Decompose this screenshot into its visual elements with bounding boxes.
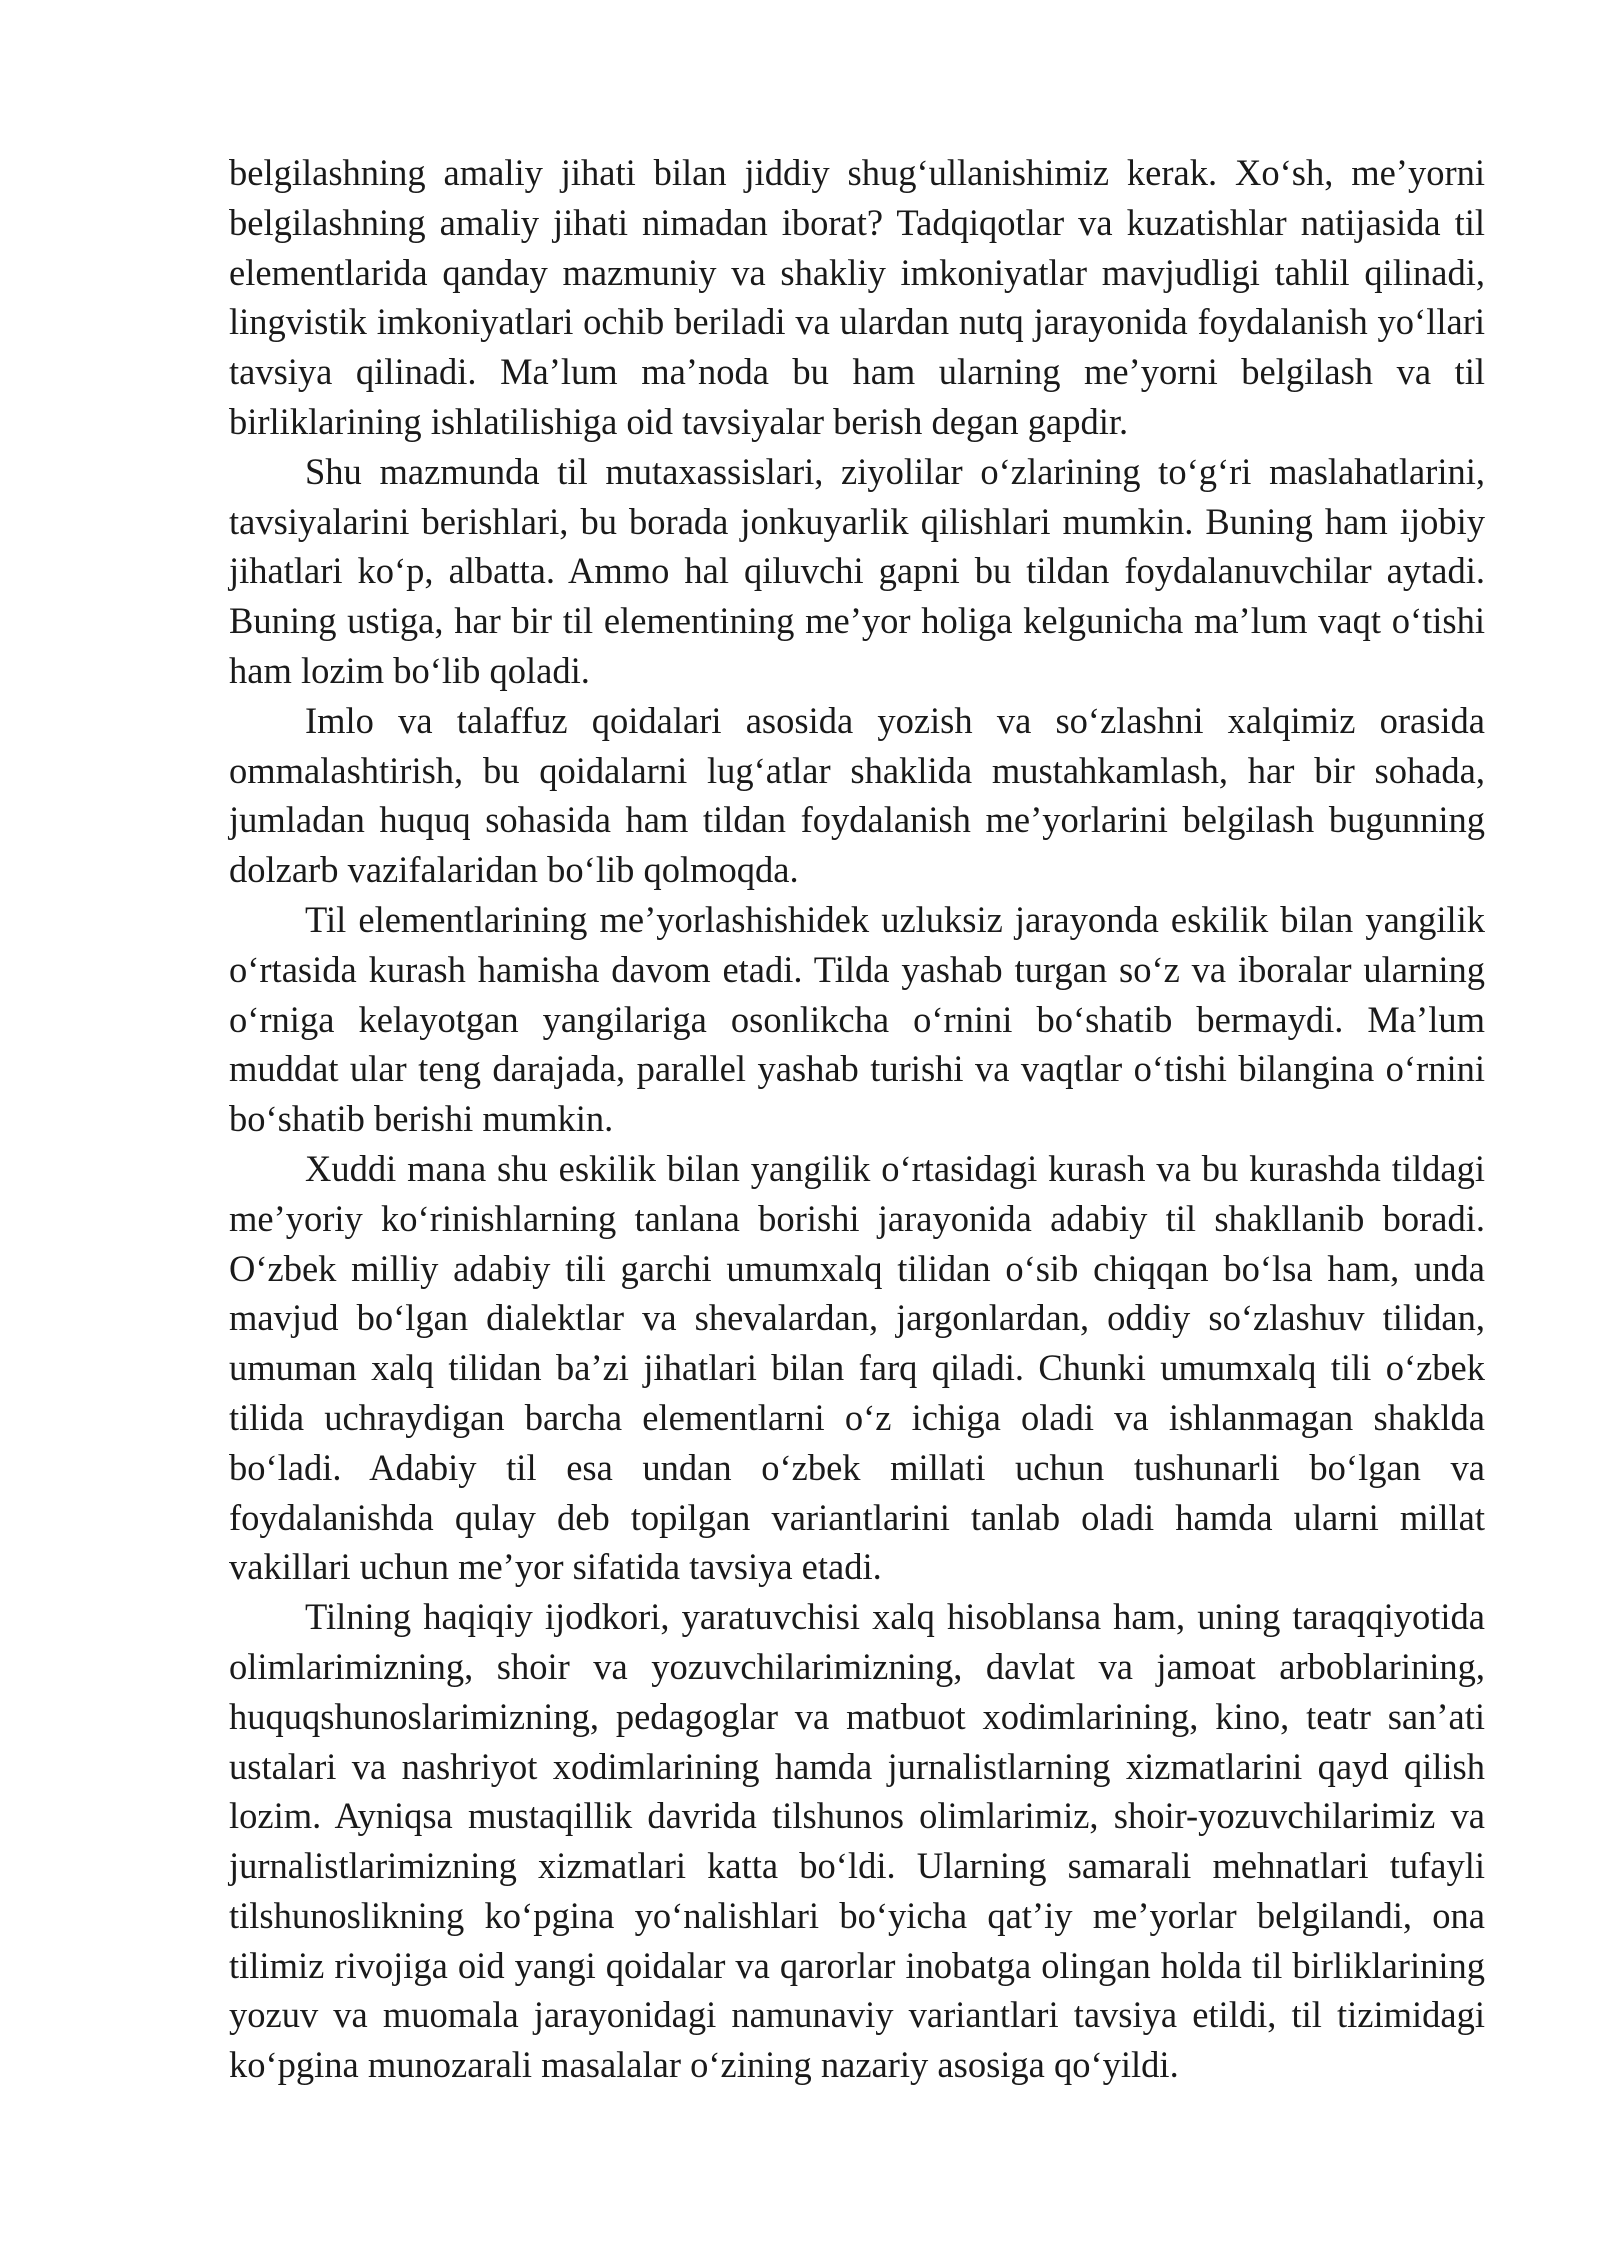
paragraph-3: Imlo va talaffuz qoidalari asosida yozish va so‘zlashni xalqimiz orasida ommalashtirish, bu qoidalarni lug‘atlar shaklida mustahkamlash, har bir sohada, jumladan huquq sohasida ham tildan foydalanish me’yorlarini belgilash bugunning dolzarb vazifalaridan bo‘lib qolmoqda. bbox=[229, 699, 1485, 891]
paragraph-2: Shu mazmunda til mutaxassislari, ziyolilar o‘zlarining to‘g‘ri maslahatlarini, tavsiyalarini berishlari, bu borada jonkuyarlik qilishlari mumkin. Buning ham ijobiy jihatlari ko‘p, albatta. Ammo hal qiluvchi gapni bu tildan foydalanuvchilar aytadi. Buning ustiga, har bir til elementining me’yor holiga kelgunicha ma’lum vaqt o‘tishi ham lozim bo‘lib qoladi. bbox=[229, 450, 1485, 691]
paragraph-5: Xuddi mana shu eskilik bilan yangilik o‘rtasidagi kurash va bu kurashda tildagi me’yoriy ko‘rinishlarning tanlana borishi jarayonida adabiy til shakllanib boradi. O‘zbek milliy adabiy tili garchi umumxalq tilidan o‘sib chiqqan bo‘lsa ham, unda mavjud bo‘lgan dialektlar va shevalardan, jargonlardan, oddiy so‘zlashuv tilidan, umuman xalq tilidan ba’zi jihatlari bilan farq qiladi. Chunki umumxalq tili o‘zbek tilida uchraydigan barcha elementlarni o‘z ichiga oladi va ishlanmagan shaklda bo‘ladi. Adabiy til esa undan o‘zbek millati uchun tushunarli bo‘lgan va foydalanishda qulay deb topilgan variantlarini tanlab oladi hamda ularni millat vakillari uchun me’yor sifatida tavsiya etadi. bbox=[229, 1147, 1485, 1588]
paragraph-4: Til elementlarining me’yorlashishidek uzluksiz jarayonda eskilik bilan yangilik o‘rtasida kurash hamisha davom etadi. Tilda yashab turgan so‘z va iboralar ularning o‘rniga kelayotgan yangilariga osonlikcha o‘rnini bo‘shatib bermaydi. Ma’lum muddat ular teng darajada, parallel yashab turishi va vaqtlar o‘tishi bilangina o‘rnini bo‘shatib berishi mumkin. bbox=[229, 898, 1485, 1140]
paragraph-1: belgilashning amaliy jihati bilan jiddiy shug‘ullanishimiz kerak. Xo‘sh, me’yorni belgilashning amaliy jihati nimadan iborat? Tadqiqotlar va kuzatishlar natijasida til elementlarida qanday mazmuniy va shakliy imkoniyatlar mavjudligi tahlil qilinadi, lingvistik imkoniyatlari ochib beriladi va ulardan nutq jarayonida foydalanish yo‘llari tavsiya qilinadi. Ma’lum ma’noda bu ham ularning me’yorni belgilash va til birliklarining ishlatilishiga oid tavsiyalar berish degan gapdir. bbox=[229, 152, 1485, 442]
body-text bbox=[229, 148, 1485, 2090]
paragraph-6: Tilning haqiqiy ijodkori, yaratuvchisi xalq hisoblansa ham, uning taraqqiyotida olimlarimizning, shoir va yozuvchilarimizning, davlat va jamoat arboblarining, huquqshunoslarimizning, pedagoglar va matbuot xodimlarining, kino, teatr san’ati ustalari va nashriyot xodimlarining hamda jurnalistlarning xizmatlarini qayd qilish lozim. Ayniqsa mustaqillik davrida tilshunos olimlarimiz, shoir-yozuvchilarimiz va jurnalistlarimizning xizmatlari katta bo‘ldi. Ularning samarali mehnatlari tufayli tilshunoslikning ko‘pgina yo‘nalishlari bo‘yicha qat’iy me’yorlar belgilandi, ona tilimiz rivojiga oid yangi qoidalar va qarorlar inobatga olingan holda til birliklarining yozuv va muomala jarayonidagi namunaviy variantlari tavsiya etildi, til tizimidagi ko‘pgina munozarali masalalar o‘zining nazariy asosiga qo‘yildi. bbox=[229, 1596, 1485, 2086]
